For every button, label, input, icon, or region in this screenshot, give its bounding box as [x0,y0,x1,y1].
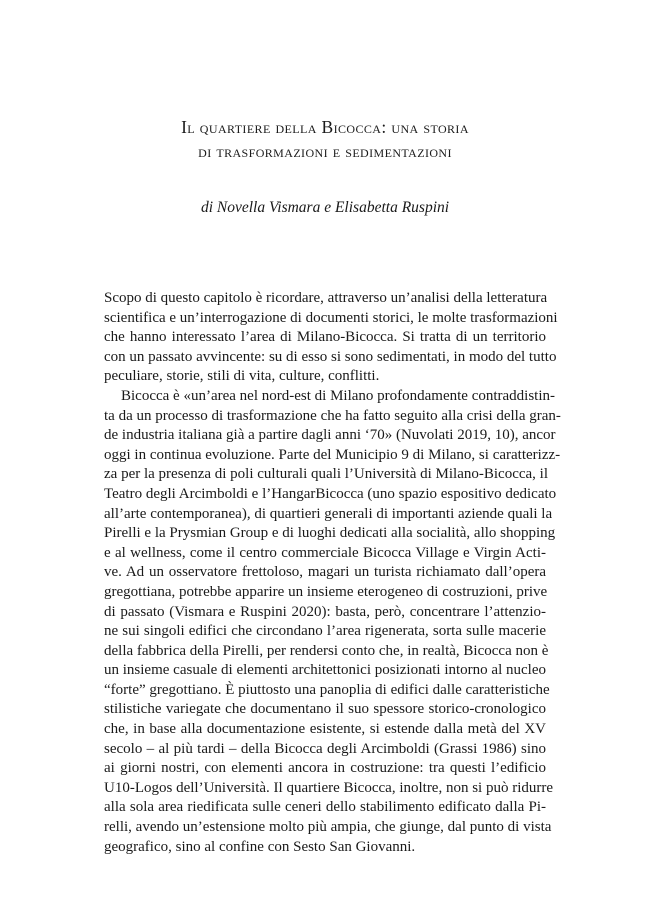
text-line: peculiare, storie, stili di vita, culture, conflitti. [104,368,380,385]
text-line: oggi in continua evoluzione. Parte del Municipio 9 di Milano, si caratterizz- [104,446,561,463]
chapter-title-line-2: di trasformazioni e sedimentazioni [198,141,452,161]
text-line: alla sola area riedificata sulle ceneri dello stabilimento edificato dalla Pi- [104,799,546,816]
text-line: Bicocca è «un’area nel nord-est di Milano profondamente contraddistin- [121,387,556,404]
text-line: Scopo di questo capitolo è ricordare, attraverso un’analisi della letteratura [104,290,548,306]
text-line: gregottiana, potrebbe apparire un insieme eterogeneo di costruzioni, prive [104,583,548,600]
text-line: scientifica e un’interrogazione di documenti storici, le molte trasformazioni [104,309,558,326]
text-line: ve. Ad un osservatore frettoloso, magari un turista richiamato dall’opera [104,564,546,581]
text-line: ai giorni nostri, con elementi ancora in costruzione: tra questi l’edificio [104,760,546,777]
text-line: “forte” gregottiano. È piuttosto una panoplia di edifici dalle caratteristiche [104,681,550,698]
text-line: secolo – al più tardi – della Bicocca degli Arcimboldi (Grassi 1986) sino [104,740,546,757]
text-line: stilistiche variegate che documentano il suo spessore storico-cronologico [104,701,546,718]
text-line: ne sui singoli edifici che circondano l’area rigenerata, sorta sulle macerie [104,623,546,640]
text-line: relli, avendo un’estensione molto più ampia, che giunge, dal punto di vista [104,819,552,836]
text-line: ta da un processo di trasformazione che ha fatto seguito alla crisi della gran- [104,407,561,424]
text-line: della fabbrica della Pirelli, per rendersi conto che, in realtà, Bicocca non è [104,642,549,659]
text-line: U10-Logos dell’Università. Il quartiere Bicocca, inoltre, non si può ridurre [104,779,554,796]
text-line: za per la presenza di poli culturali quali l’Università di Milano-Bicocca, il [104,466,549,483]
text-line: geografico, sino al confine con Sesto San Giovanni. [104,838,416,855]
text-line: all’arte contemporanea), di quartieri generali di importanti aziende quali la [104,505,553,522]
text-line: Teatro degli Arcimboldi e l’HangarBicocca (uno spazio espositivo dedicato [104,485,557,502]
text-line: Pirelli e la Prysmian Group e di luoghi dedicati alla socialità, allo shopping [104,525,556,542]
text-line: un insieme casuale di elementi architettonici posizionati intorno al nucleo [104,662,546,679]
text-line: de industria italiana già a partire dagli anni ‘70» (Nuvolati 2019, 10), ancor [104,427,556,444]
text-line: che hanno interessato l’area di Milano-Bicocca. Si tratta di un territorio [104,329,546,346]
text-line: che, in base alla documentazione esistente, si estende dalla metà del XV [104,721,546,738]
text-line: con un passato avvincente: su di esso si sono sedimentati, in modo del tutto [104,348,557,365]
chapter-body [104,289,561,857]
text-line: e al wellness, come il centro commerciale Bicocca Village e Virgin Acti- [104,544,546,561]
chapter-authors: di Novella Vismara e Elisabetta Ruspini [200,199,450,216]
text-line: di passato (Vismara e Ruspini 2020): basta, però, concentrare l’attenzio- [104,603,546,620]
chapter-title-line-1: Il quartiere della Bicocca: una storia [181,117,469,137]
